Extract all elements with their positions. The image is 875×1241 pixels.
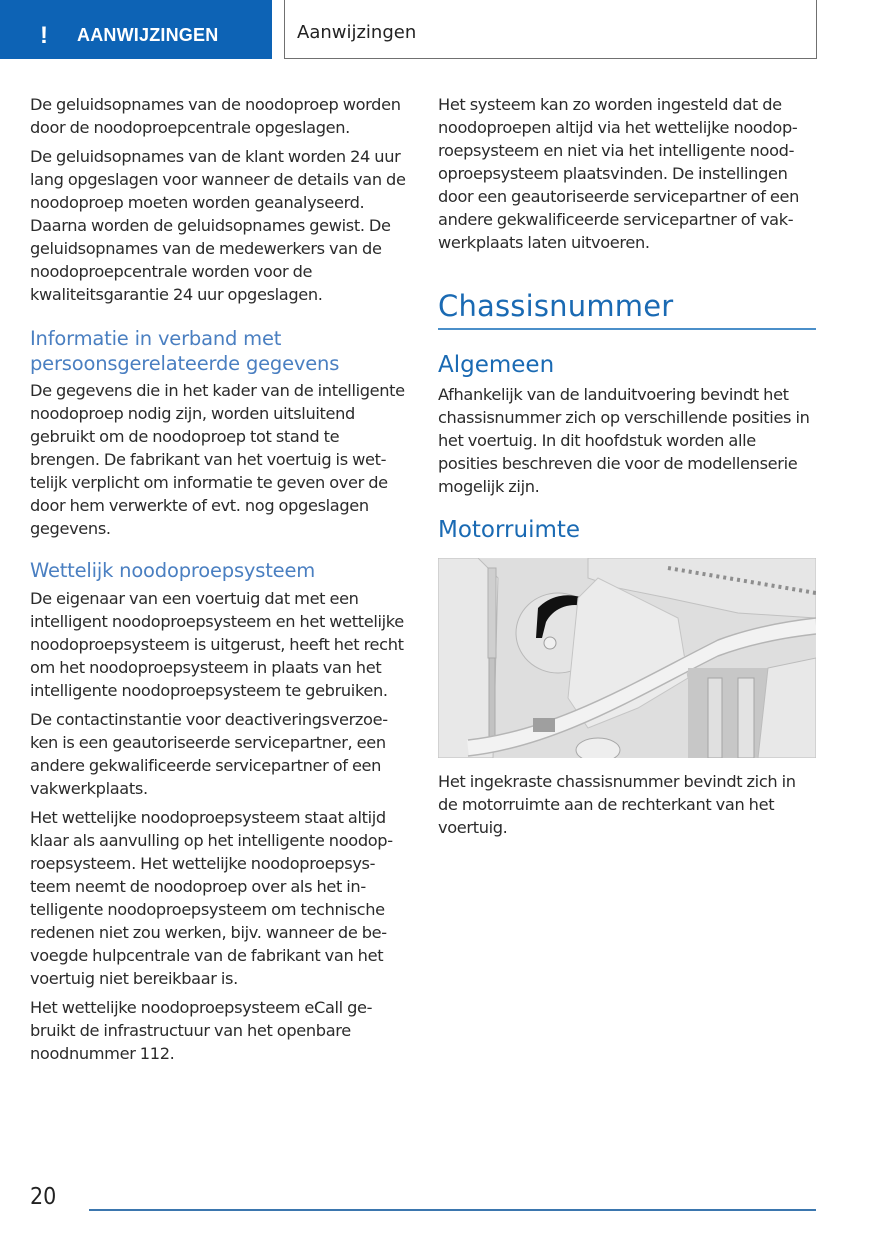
subheading-wettelijk: Wettelijk noodoproepsysteem bbox=[30, 559, 316, 582]
engine-illustration bbox=[438, 558, 816, 758]
left-column bbox=[30, 93, 410, 1071]
engine-compartment-image bbox=[438, 558, 816, 758]
subheading-motorruimte: Motorruimte bbox=[438, 517, 581, 543]
paragraph: De geluidsopnames van de noodoproep worden door de noodoproepcentrale opgeslagen. bbox=[30, 95, 401, 137]
paragraph: Het wettelijke noodoproepsysteem staat altijd klaar als aanvulling op het intelligente noodoproepsysteem. Het wettelijke noodoproepsysteem neemt de noodoproep over als het intelligente noodoproepsysteem om technische redenen niet zou werken, bijv. wanneer de bevoegde hulpcentrale van de fabrikant van het voertuig niet bereikbaar is. bbox=[30, 808, 394, 988]
right-column bbox=[438, 93, 816, 845]
paragraph: De eigenaar van een voertuig dat met een intelligent noodoproepsysteem en het wettelijke noodoproepsysteem is uitgerust, heeft het recht om het noodoproepsysteem in plaats van het intelligente noodoproepsysteem te gebruiken. bbox=[30, 589, 404, 700]
paragraph: Afhankelijk van de landuitvoering bevindt het chassisnummer zich op verschillende posities in het voertuig. In dit hoofdstuk worden alle posities beschreven die voor de modellenserie mogelijk zijn. bbox=[438, 385, 810, 496]
section-heading-chassisnummer: Chassisnummer bbox=[438, 289, 674, 323]
section-tab bbox=[0, 0, 272, 59]
section-heading-wrapper bbox=[438, 288, 816, 330]
warning-exclamation-icon: ! bbox=[40, 22, 48, 49]
subheading-informatie: Informatie in verband met persoonsgerelateerde gegevens bbox=[30, 327, 340, 375]
paragraph: Het wettelijke noodoproepsysteem eCall gebruikt de infrastructuur van het openbare noodnummer 112. bbox=[30, 998, 373, 1063]
paragraph: Het systeem kan zo worden ingesteld dat de noodoproepen altijd via het wettelijke noodoproepsysteem en niet via het intelligente noodoproepsysteem plaatsvinden. De instellingen door een geautoriseerde servicepartner of een andere gekwalificeerde servicepartner of vakwerkplaats laten uitvoeren. bbox=[438, 95, 800, 252]
subheading-algemeen: Algemeen bbox=[438, 352, 555, 378]
paragraph: De contactinstantie voor deactiveringsverzoeken is een geautoriseerde servicepartner, een andere gekwalificeerde servicepartner of een vakwerkplaats. bbox=[30, 710, 389, 798]
chapter-header bbox=[284, 0, 817, 59]
section-label: AANWIJZINGEN bbox=[77, 25, 219, 45]
paragraph: De geluidsopnames van de klant worden 24 uur lang opgeslagen voor wanneer de details van de noodoproep moeten worden geanalyseerd. Daarna worden de geluidsopnames gewist. De geluidsopnames van de medewerkers van de noodoproepcentrale worden voor de kwaliteitsgarantie 24 uur opgeslagen. bbox=[30, 147, 406, 304]
footer-divider bbox=[89, 1209, 816, 1211]
chapter-label: Aanwijzingen bbox=[297, 22, 417, 43]
paragraph: Het ingekraste chassisnummer bevindt zich in de motorruimte aan de rechterkant van het voertuig. bbox=[438, 772, 796, 837]
paragraph: De gegevens die in het kader van de intelligente noodoproep nodig zijn, worden uitsluitend gebruikt om de noodoproep tot stand te brengen. De fabrikant van het voertuig is wettelijk verplicht om informatie te geven over de door hem verwerkte of evt. nog opgeslagen gegevens. bbox=[30, 381, 405, 538]
page-number: 20 bbox=[30, 1184, 57, 1210]
